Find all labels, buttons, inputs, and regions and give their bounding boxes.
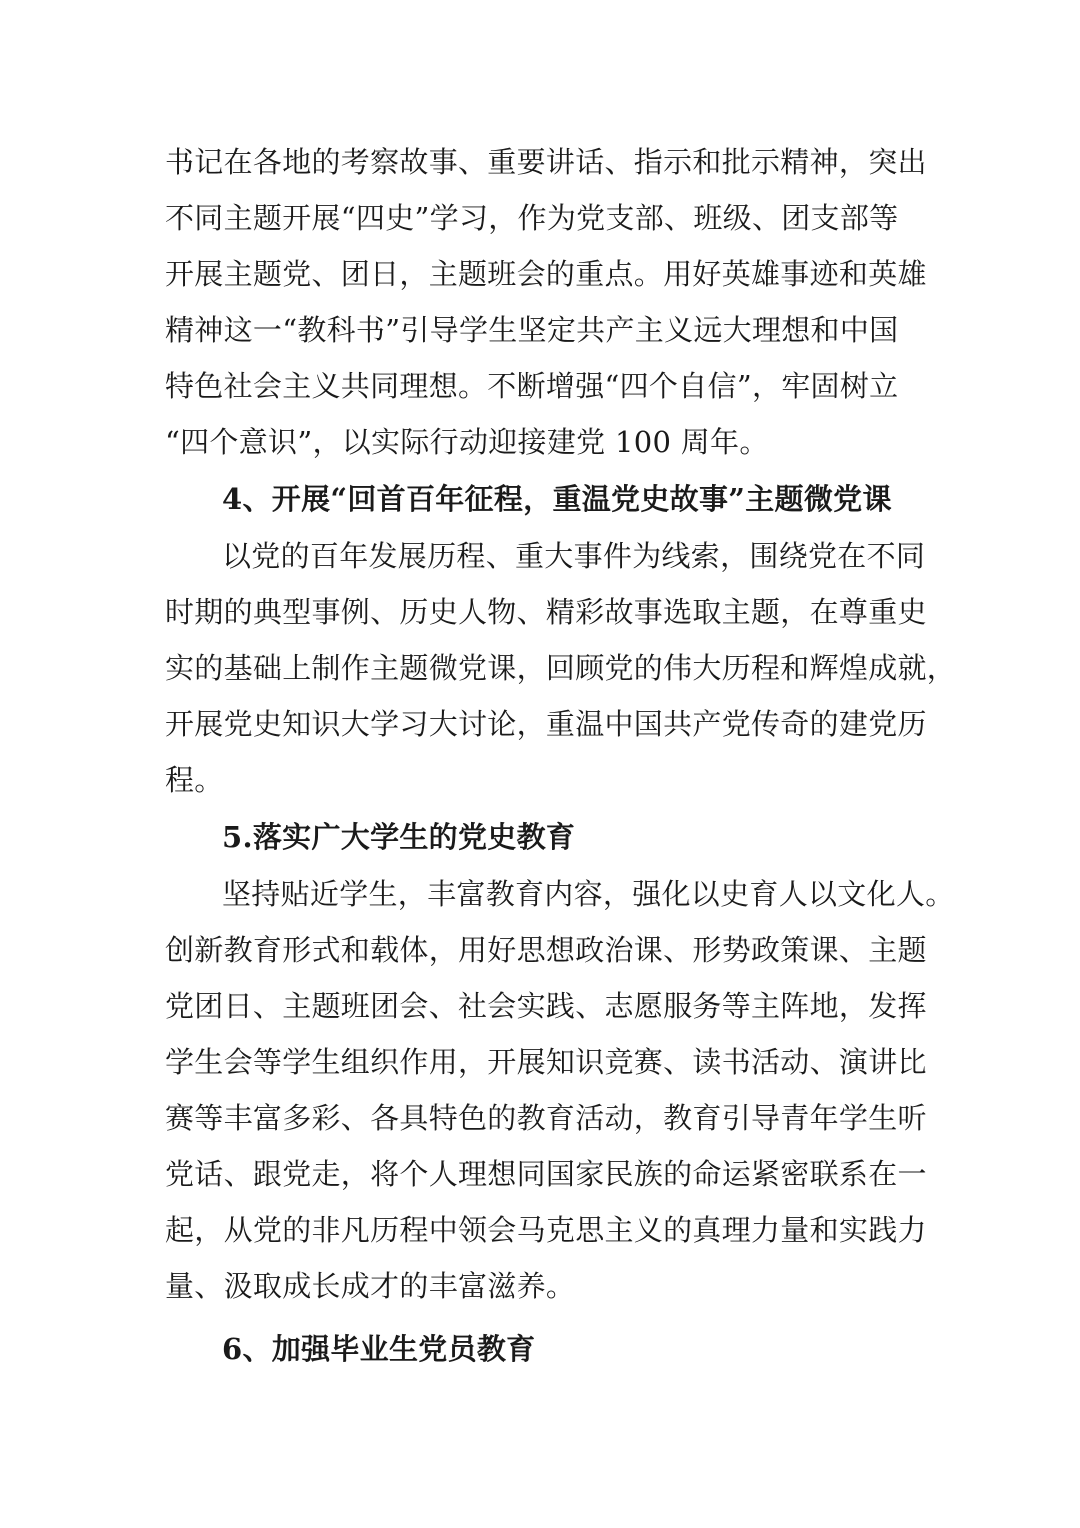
body-line: 党话、跟党走，将个人理想同国家民族的命运紧密联系在一 [165,1157,927,1191]
section-heading-6: 6、加强毕业生党员教育 [222,1332,536,1366]
body-line: 起，从党的非凡历程中领会马克思主义的真理力量和实践力 [165,1213,927,1247]
body-line: 时期的典型事例、历史人物、精彩故事选取主题，在尊重史 [165,595,927,629]
body-line: 赛等丰富多彩、各具特色的教育活动，教育引导青年学生听 [165,1101,927,1135]
body-line: 开展党史知识大学习大讨论，重温中国共产党传奇的建党历 [165,707,927,741]
body-line: 实的基础上制作主题微党课，回顾党的伟大历程和辉煌成就， [165,651,957,685]
body-line: 量、汲取成长成才的丰富滋养。 [165,1269,576,1303]
body-line: 坚持贴近学生，丰富教育内容，强化以史育人以文化人。 [222,877,955,911]
body-line: 书记在各地的考察故事、重要讲话、指示和批示精神，突出 [165,145,927,179]
body-line: 党团日、主题班团会、社会实践、志愿服务等主阵地，发挥 [165,989,927,1023]
body-line: 精神这一“教科书”引导学生坚定共产主义远大理想和中国 [165,313,899,347]
body-line: 特色社会主义共同理想。不断增强“四个自信”，牢固树立 [165,369,899,403]
body-line: 创新教育形式和载体，用好思想政治课、形势政策课、主题 [165,933,927,967]
section-heading-4: 4、开展“回首百年征程，重温党史故事”主题微党课 [222,482,892,516]
body-line: 程。 [165,763,224,797]
body-line: 学生会等学生组织作用，开展知识竞赛、读书活动、演讲比 [165,1045,927,1079]
body-line: 开展主题党、团日，主题班会的重点。用好英雄事迹和英雄 [165,257,927,291]
body-line: “四个意识”，以实际行动迎接建党 100 周年。 [165,425,769,459]
body-line: 不同主题开展“四史”学习，作为党支部、班级、团支部等 [165,201,899,235]
section-heading-5: 5.落实广大学生的党史教育 [222,820,576,854]
body-line: 以党的百年发展历程、重大事件为线索，围绕党在不同 [222,539,926,573]
